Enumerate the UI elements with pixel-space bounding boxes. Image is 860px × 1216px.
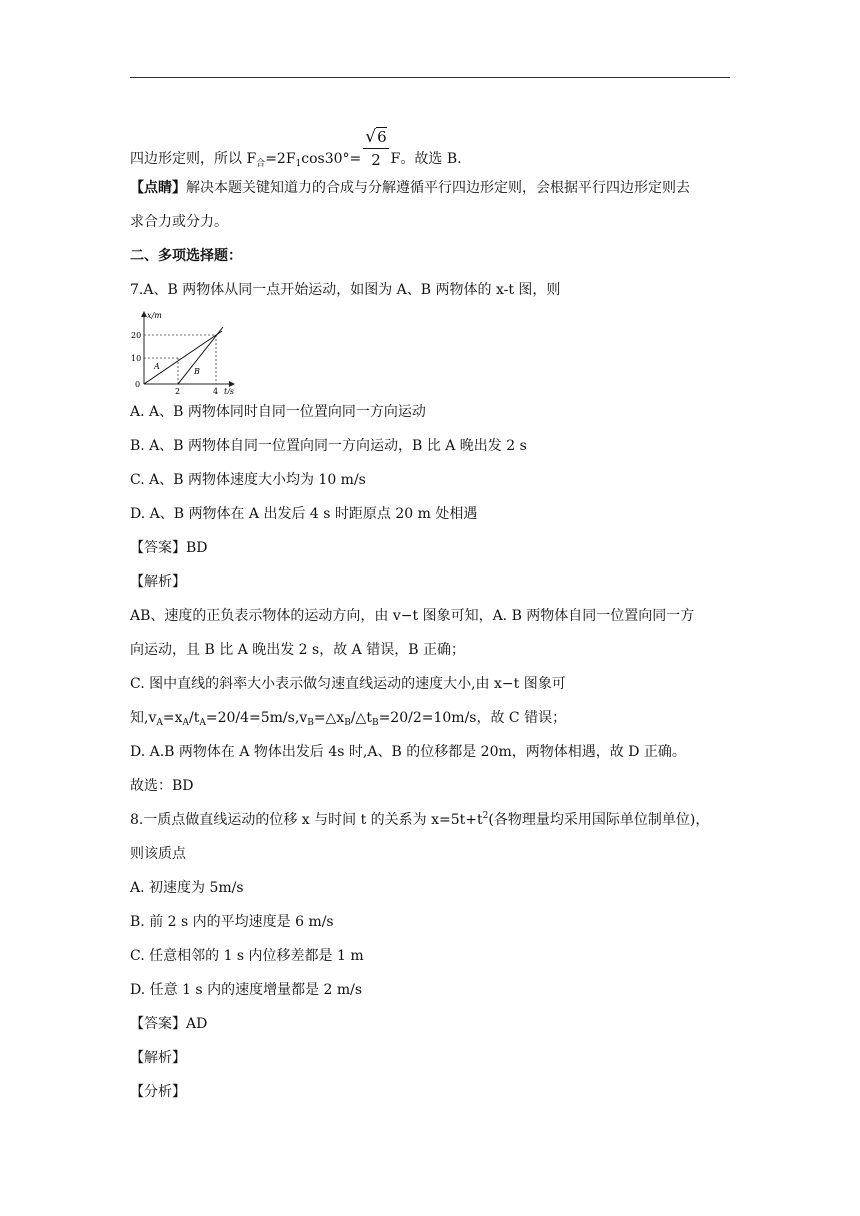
text: /△t <box>350 710 372 726</box>
xt-graph <box>130 308 240 394</box>
text: =△x <box>313 710 345 726</box>
continuation-line <box>130 126 462 171</box>
subscript: B <box>307 718 314 728</box>
x-axis-label: t/s <box>224 387 235 394</box>
q7-explanation-5: D. A.B 两物体在 A 物体出发后 4s 时,A、B 的位移都是 20m，两物体相遇，故 D 正确。 <box>130 744 686 760</box>
text: =2F <box>265 151 296 167</box>
line-b-label: B <box>194 367 200 376</box>
comment-line-2: 求合力或分力。 <box>130 214 228 230</box>
subscript: A <box>156 718 163 728</box>
line-a <box>144 331 222 384</box>
comment-tag: 【点睛】 <box>130 180 186 196</box>
fraction-numerator <box>363 126 388 149</box>
fraction <box>363 126 388 171</box>
line-a-label: A <box>154 362 160 371</box>
question-8-stem-2: 则该质点 <box>130 846 186 862</box>
text: 8.一质点做直线运动的位移 x 与时间 t 的关系为 x=5t+t <box>130 812 483 828</box>
section-title: 二、多项选择题： <box>130 248 242 264</box>
q8-option-b: B. 前 2 s 内的平均速度是 6 m/s <box>130 914 334 930</box>
radicand: 6 <box>377 128 387 146</box>
q7-option-b: B. A、B 两物体自同一位置向同一方向运动，B 比 A 晚出发 2 s <box>130 438 527 454</box>
subscript: 1 <box>295 159 302 169</box>
subscript: 合 <box>256 159 266 169</box>
superscript: 2 <box>482 811 489 821</box>
text: cos30°= <box>301 151 362 167</box>
fraction-denominator: 2 <box>371 151 381 169</box>
q8-analysis2-tag: 【分析】 <box>130 1084 186 1100</box>
text: 四边形定则，所以 F <box>130 151 257 167</box>
text: /t <box>189 710 200 726</box>
q7-analysis-tag: 【解析】 <box>130 574 186 590</box>
q8-answer: 【答案】AD <box>130 1016 208 1032</box>
x-tick-2: 2 <box>175 387 181 394</box>
question-8-stem <box>130 810 709 830</box>
header-rule <box>130 77 730 78</box>
q8-option-a: A. 初速度为 5m/s <box>130 880 244 896</box>
q7-explanation-4 <box>130 708 566 728</box>
y-axis-label: x/m <box>147 311 162 320</box>
subscript: A <box>199 718 206 728</box>
subscript: B <box>371 718 379 728</box>
q7-conclusion: 故选：BD <box>130 778 194 794</box>
question-7-stem: 7.A、B 两物体从同一点开始运动，如图为 A、B 两物体的 x-t 图，则 <box>130 282 561 298</box>
q7-option-d: D. A、B 两物体在 A 出发后 4 s 时距原点 20 m 处相遇 <box>130 506 478 522</box>
text: =20/2=10m/s，故 C 错误； <box>378 710 567 726</box>
q8-option-c: C. 任意相邻的 1 s 内位移差都是 1 m <box>130 948 364 964</box>
text: =x <box>162 710 183 726</box>
text: 知,v <box>130 710 157 726</box>
q7-explanation-3: C. 图中直线的斜率大小表示做匀速直线运动的速度大小,由 x−t 图象可 <box>130 676 566 692</box>
subscript: A <box>182 718 189 728</box>
comment-line-1 <box>130 178 690 198</box>
y-tick-20: 20 <box>131 331 142 340</box>
q7-explanation-1: AB、速度的正负表示物体的运动方向，由 v−t 图象可知，A. B 两物体自同一位置向同一方 <box>130 608 695 624</box>
x-tick-4: 4 <box>213 387 219 394</box>
subscript: B <box>344 718 351 728</box>
y-tick-10: 10 <box>131 354 142 363</box>
q7-answer: 【答案】BD <box>130 540 208 556</box>
y-tick-0: 0 <box>135 380 141 389</box>
q7-explanation-2: 向运动，且 B 比 A 晚出发 2 s，故 A 错误，B 正确； <box>130 642 465 658</box>
q7-option-c: C. A、B 两物体速度大小均为 10 m/s <box>130 472 366 488</box>
text: =20/4=5m/s,v <box>205 710 308 726</box>
text: 解决本题关键知道力的合成与分解遵循平行四边形定则，会根据平行四边形定则去 <box>186 180 690 196</box>
q8-analysis-tag: 【解析】 <box>130 1050 186 1066</box>
q8-option-d: D. 任意 1 s 内的速度增量都是 2 m/s <box>130 982 363 998</box>
sqrt-icon: √ <box>365 127 377 147</box>
text: F。故选 B. <box>390 151 462 167</box>
text: (各物理量均采用国际单位制单位)， <box>488 812 710 828</box>
q7-option-a: A. A、B 两物体同时自同一位置向同一方向运动 <box>130 404 426 420</box>
